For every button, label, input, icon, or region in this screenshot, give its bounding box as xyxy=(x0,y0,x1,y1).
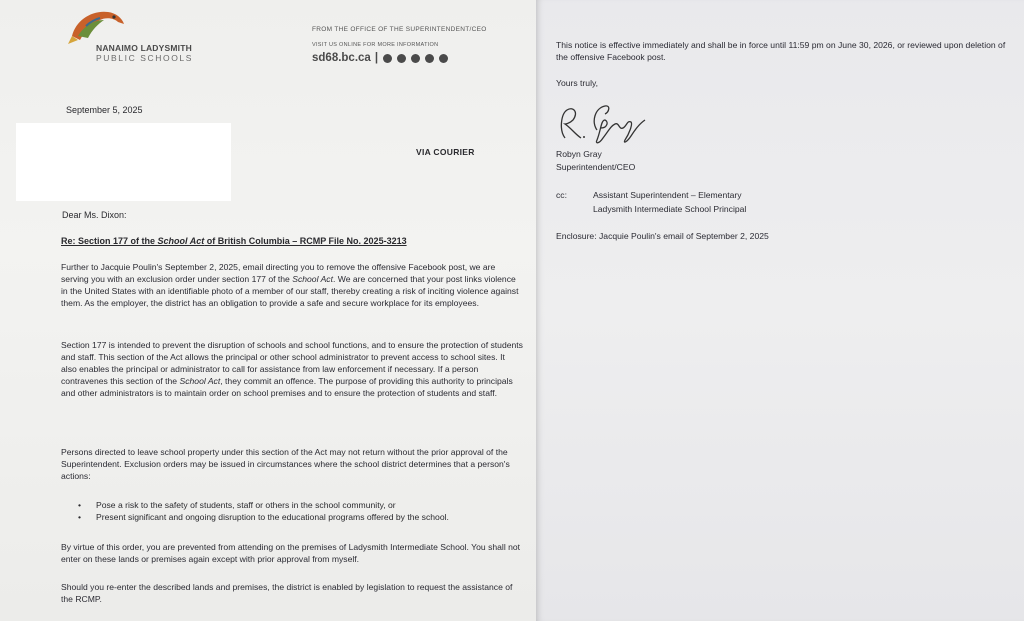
notice-paragraph: This notice is effective immediately and shall be in force until 11:59 pm on June 30, 2026, or reviewed upon deletion of the offensive Facebook post. xyxy=(556,40,1006,62)
logo-org-line2: PUBLIC SCHOOLS xyxy=(96,53,194,63)
actions-list xyxy=(78,499,528,523)
list-item: • Pose a risk to the safety of students, staff or others in the school community, or xyxy=(78,499,528,511)
paragraph-1: Further to Jacquie Poulin's September 2, 2025, email directing you to remove the offensive Facebook post, we are serving you with an exclusion order under section 177 of the School Act. We are concerned that your post links violence in the United States with an identifiable photo of a member of our staff, thereby creating a risk of inciting violence against them. As the employer, the district has an obligation to provide a safe and secure workplace for its employees. xyxy=(61,262,519,308)
subject-line: Re: Section 177 of the School Act of British Columbia – RCMP File No. 2025-3213 xyxy=(61,236,407,246)
salutation: Dear Ms. Dixon: xyxy=(62,210,127,220)
instagram-icon[interactable] xyxy=(383,54,392,63)
letter-date: September 5, 2025 xyxy=(66,105,143,115)
district-logo xyxy=(68,6,198,68)
cc-recipient: Assistant Superintendent – Elementary xyxy=(593,190,742,200)
redacted-address-block xyxy=(16,123,231,201)
signature xyxy=(553,100,663,146)
tiktok-icon[interactable] xyxy=(425,54,434,63)
signer-title: Superintendent/CEO xyxy=(556,162,636,172)
website-link[interactable]: sd68.bc.ca xyxy=(312,52,371,64)
cc-label: cc: xyxy=(556,190,567,200)
signer-name: Robyn Gray xyxy=(556,149,602,159)
paragraph-4: By virtue of this order, you are prevented from attending on the premises of Ladysmith Intermediate School. You shall not enter on these lands or premises again except with prior approval from myself. xyxy=(61,542,521,564)
paragraph-5: Should you re-enter the described lands and premises, the district is enabled by legislation to request the assistance of the RCMP. xyxy=(61,582,513,604)
logo-org-line1: NANAIMO LADYSMITH xyxy=(96,43,192,53)
visit-line: VISIT US ONLINE FOR MORE INFORMATION xyxy=(312,42,439,48)
closing: Yours truly, xyxy=(556,78,599,88)
paragraph-3: Persons directed to leave school property under this section of the Act may not return without the prior approval of the Superintendent. Exclusion orders may be issued in circumstances where the school district determines that a person's actions: xyxy=(61,447,510,481)
list-item: • Present significant and ongoing disruption to the educational programs offered by the school. xyxy=(78,511,528,523)
enclosure-line: Enclosure: Jacquie Poulin's email of September 2, 2025 xyxy=(556,231,769,241)
cc-recipient: Ladysmith Intermediate School Principal xyxy=(593,204,747,214)
youtube-icon[interactable] xyxy=(411,54,420,63)
linkedin-icon[interactable] xyxy=(397,54,406,63)
delivery-method: VIA COURIER xyxy=(416,147,475,157)
salmon-logo-icon xyxy=(68,6,128,46)
office-line: FROM THE OFFICE OF THE SUPERINTENDENT/CEO xyxy=(312,26,487,33)
letter-page-2 xyxy=(536,0,1024,621)
facebook-icon[interactable] xyxy=(439,54,448,63)
separator: | xyxy=(374,52,379,64)
paragraph-2: Section 177 is intended to prevent the disruption of schools and school functions, and to ensure the protection of students and staff. This section of the Act allows the principal or other school administrator to prevent access to school sites. It also enables the principal or administrator to call for assistance from law enforcement if necessary. If a person contravenes this section of the School Act, they commit an offence. The purpose of providing this authority to principals and other administrators is to maintain order on school premises and to ensure the protection of students and staff. xyxy=(61,340,523,398)
website-line xyxy=(312,52,448,64)
